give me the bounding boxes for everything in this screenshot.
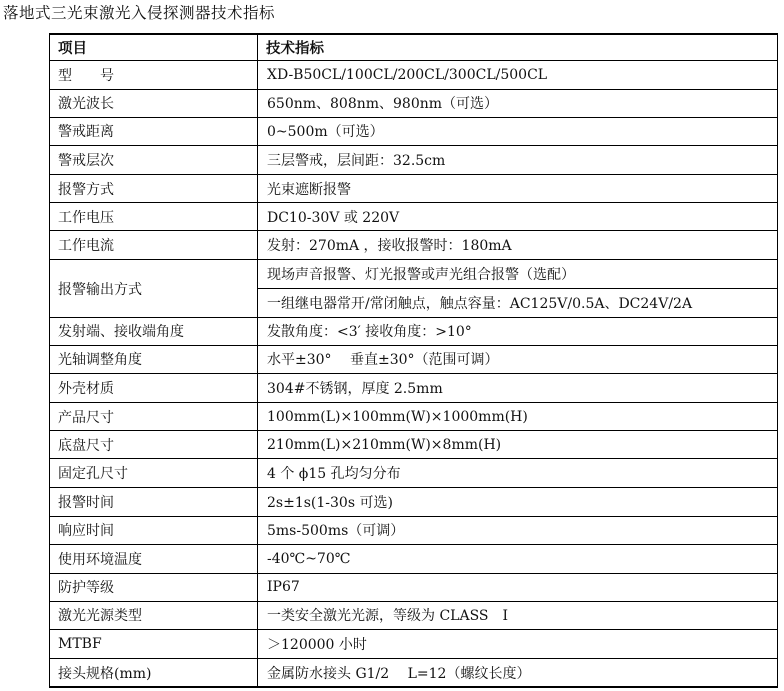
- row-value: 304#不锈钢，厚度 2.5mm: [258, 373, 778, 402]
- row-value: 100mm(L)×100mm(W)×1000mm(H): [258, 403, 778, 431]
- row-value: 一类安全激光光源，等级为 CLASS Ⅰ: [258, 601, 778, 629]
- table-row: [50, 630, 778, 659]
- row-label: 报警输出方式: [50, 260, 258, 317]
- table-row: [50, 145, 778, 174]
- row-value: ＞120000 小时: [258, 630, 778, 659]
- row-label: 报警方式: [50, 175, 258, 203]
- row-label: 接头规格(mm): [50, 659, 258, 687]
- row-label: 防护等级: [50, 573, 258, 601]
- row-label: 型 号: [50, 60, 258, 89]
- row-value: 现场声音报警、灯光报警或声光组合报警（选配）: [258, 260, 778, 288]
- table-header-row: [50, 34, 778, 60]
- row-value: 2s±1s(1-30s 可选): [258, 488, 778, 516]
- row-label: 激光波长: [50, 89, 258, 117]
- row-label: MTBF: [50, 630, 258, 659]
- table-row: [50, 544, 778, 573]
- table-row: [50, 403, 778, 431]
- row-value: 5ms-500ms（可调）: [258, 516, 778, 544]
- spec-table: [49, 33, 778, 688]
- table-row: [50, 203, 778, 231]
- row-value: 650nm、808nm、980nm（可选）: [258, 89, 778, 117]
- table-row: [50, 459, 778, 488]
- table-row: [50, 516, 778, 544]
- row-label: 光轴调整角度: [50, 345, 258, 373]
- row-value: 4 个 ϕ15 孔均匀分布: [258, 459, 778, 488]
- table-row: [50, 231, 778, 260]
- row-value: 发散角度：<3′ 接收角度：>10°: [258, 317, 778, 345]
- document-title: 落地式三光束激光入侵探测器技术指标: [3, 4, 276, 22]
- row-label: 警戒距离: [50, 117, 258, 145]
- row-value: 三层警戒，层间距：32.5cm: [258, 145, 778, 174]
- table-row: [50, 488, 778, 516]
- row-label: 发射端、接收端角度: [50, 317, 258, 345]
- row-value: XD-B50CL/100CL/200CL/300CL/500CL: [258, 60, 778, 89]
- table-row: [50, 260, 778, 288]
- row-value: -40℃~70℃: [258, 544, 778, 573]
- table-row: [50, 431, 778, 459]
- header-spec: 技术指标: [258, 34, 778, 60]
- row-value: 0~500m（可选）: [258, 117, 778, 145]
- table-row: [50, 659, 778, 687]
- row-label: 激光光源类型: [50, 601, 258, 629]
- table-row: [50, 60, 778, 89]
- row-value: 金属防水接头 G1/2 L=12（螺纹长度）: [258, 659, 778, 687]
- row-label: 使用环境温度: [50, 544, 258, 573]
- table-row: [50, 373, 778, 402]
- row-label: 产品尺寸: [50, 403, 258, 431]
- row-label: 工作电流: [50, 231, 258, 260]
- row-value: 光束遮断报警: [258, 175, 778, 203]
- table-row: [50, 345, 778, 373]
- row-label: 外壳材质: [50, 373, 258, 402]
- row-label: 响应时间: [50, 516, 258, 544]
- row-value: 210mm(L)×210mm(W)×8mm(H): [258, 431, 778, 459]
- row-label: 底盘尺寸: [50, 431, 258, 459]
- table-row: [50, 89, 778, 117]
- row-label: 工作电压: [50, 203, 258, 231]
- table-row: [50, 601, 778, 629]
- row-label: 报警时间: [50, 488, 258, 516]
- table-row: [50, 317, 778, 345]
- row-value: IP67: [258, 573, 778, 601]
- row-value: 水平±30° 垂直±30°（范围可调）: [258, 345, 778, 373]
- table-row: [50, 117, 778, 145]
- row-value: 一组继电器常开/常闭触点，触点容量：AC125V/0.5A、DC24V/2A: [258, 288, 778, 317]
- header-item: 项目: [50, 34, 258, 60]
- row-value: DC10-30V 或 220V: [258, 203, 778, 231]
- row-label: 警戒层次: [50, 145, 258, 174]
- table-row: [50, 175, 778, 203]
- table-row: [50, 573, 778, 601]
- row-label: 固定孔尺寸: [50, 459, 258, 488]
- row-value: 发射：270mA ，接收报警时：180mA: [258, 231, 778, 260]
